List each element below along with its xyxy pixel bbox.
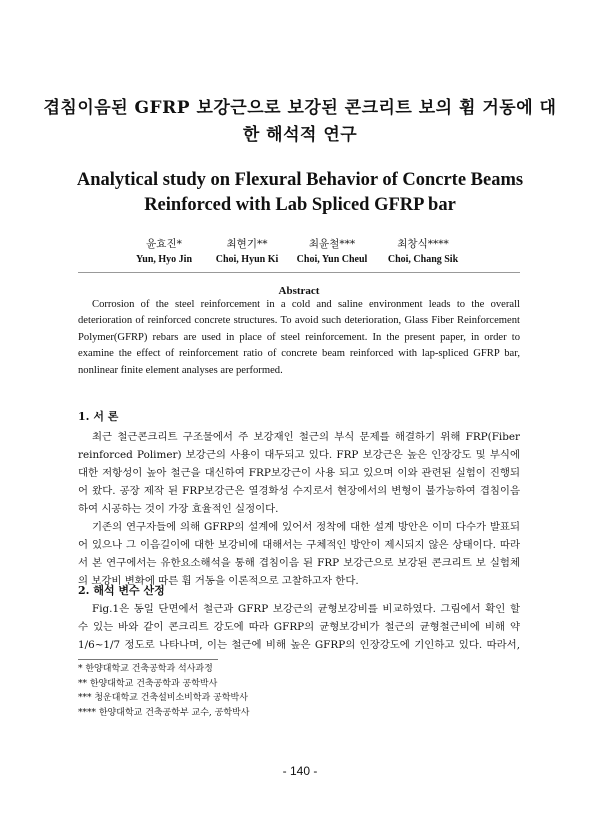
- title-english: Analytical study on Flexural Behavior of Concrte Beams Reinforced with Lab Spliced GFRP bar: [76, 170, 524, 215]
- section-1-body: [78, 428, 520, 590]
- author-2: [208, 236, 286, 268]
- abstract-heading: Abstract: [278, 285, 320, 297]
- section-2-heading: 2. 해석 변수 산정: [78, 584, 165, 597]
- footnote-3: *** 청운대학교 건축설비소비학과 공학박사: [78, 693, 248, 703]
- section-2-paragraph-1: Fig.1은 동일 단면에서 철근과 GFRP 보강근의 균형보강비를 비교하였다. 그림에서 확인 할 수 있는 바와 같이 콘크리트 강도에 따라 GFRP의 균형보강비가 철근의 균형철근비에 비해 약 1/6~1/7 정도로 나타나며, 이는 철근에 비해 높은 GFRP의 인장강도에 기인하고 있다. 따라서,: [78, 603, 520, 651]
- author-2-ko: 최현기**: [226, 238, 268, 250]
- author-1: [128, 236, 200, 268]
- author-2-en: Choi, Hyun Ki: [215, 254, 279, 265]
- section-2-body: [78, 600, 520, 656]
- author-3-en: Choi, Yun Cheul: [296, 254, 368, 265]
- divider: [78, 272, 520, 273]
- footnotes: [78, 662, 378, 720]
- footnote-1: * 한양대학교 건축공학과 석사과정: [78, 664, 213, 674]
- title-korean: 겹침이음된 GFRP 보강근으로 보강된 콘크리트 보의 휨 거동에 대한 해석적 연구: [43, 98, 557, 145]
- author-4-en: Choi, Chang Sik: [387, 254, 459, 265]
- section-1-heading: 1. 서 론: [78, 410, 119, 423]
- author-1-ko: 윤효진*: [146, 238, 182, 250]
- author-3: [288, 236, 376, 268]
- author-1-en: Yun, Hyo Jin: [135, 254, 193, 265]
- author-4: [377, 236, 469, 268]
- section-1-paragraph-2: 기존의 연구자들에 의해 GFRP의 설계에 있어서 정착에 대한 설계 방안은 이미 다수가 발표되어 있으나 그 이음길이에 대한 보강비에 대해서는 구체적인 방안이 제시되지 않은 상태이다. 따라서 본 연구에서는 유한요소해석을 통해 겹침이음 된 FRP 보강근으로 보강된 콘크리트 보 실험체의 보강비 변화에 따른 휨 거동을 이론적으로 고찰하고자 한다.: [78, 521, 520, 587]
- page-number: - 140 -: [282, 764, 318, 778]
- author-3-ko: 최윤철***: [308, 238, 356, 250]
- footnote-4: **** 한양대학교 건축공학부 교수, 공학박사: [78, 707, 250, 718]
- footnote-2: ** 한양대학교 건축공학과 공학박사: [78, 678, 218, 689]
- section-1-paragraph-1: 최근 철근콘크리트 구조물에서 주 보강재인 철근의 부식 문제를 해결하기 위해 FRP(Fiber reinforced Polimer) 보강근의 사용이 대두되고 있다. FRP 보강근은 높은 인장강도 및 부식에 대한 저항성이 높아 철근을 대신하여 FRP보강근이 사용 되고 있으며 이와 관련된 실험이 진행되어 왔다. 공장 제작 된 FRP보강근은 열경화성 수지로서 현장에서의 변형이 불가능하여 겹침이음하여 시공하는 것이 가장 효율적인 실정이다.: [78, 431, 520, 515]
- abstract-text: Corrosion of the steel reinforcement in a cold and saline environment leads to the overall deterioration of reinforced concrete structures. To avoid such deterioration, Glass Fiber Reinforcement Polymer(GFRP) rebars are used in place of steel reinforcement. In the present paper, in order to examine the effect of reinforcement ratio of concrete beam reinforced with lap-spliced GFRP bar, nonlinear finite element analyses are performed.: [78, 299, 520, 376]
- footnote-rule: [78, 659, 218, 660]
- author-4-ko: 최창식****: [397, 238, 449, 250]
